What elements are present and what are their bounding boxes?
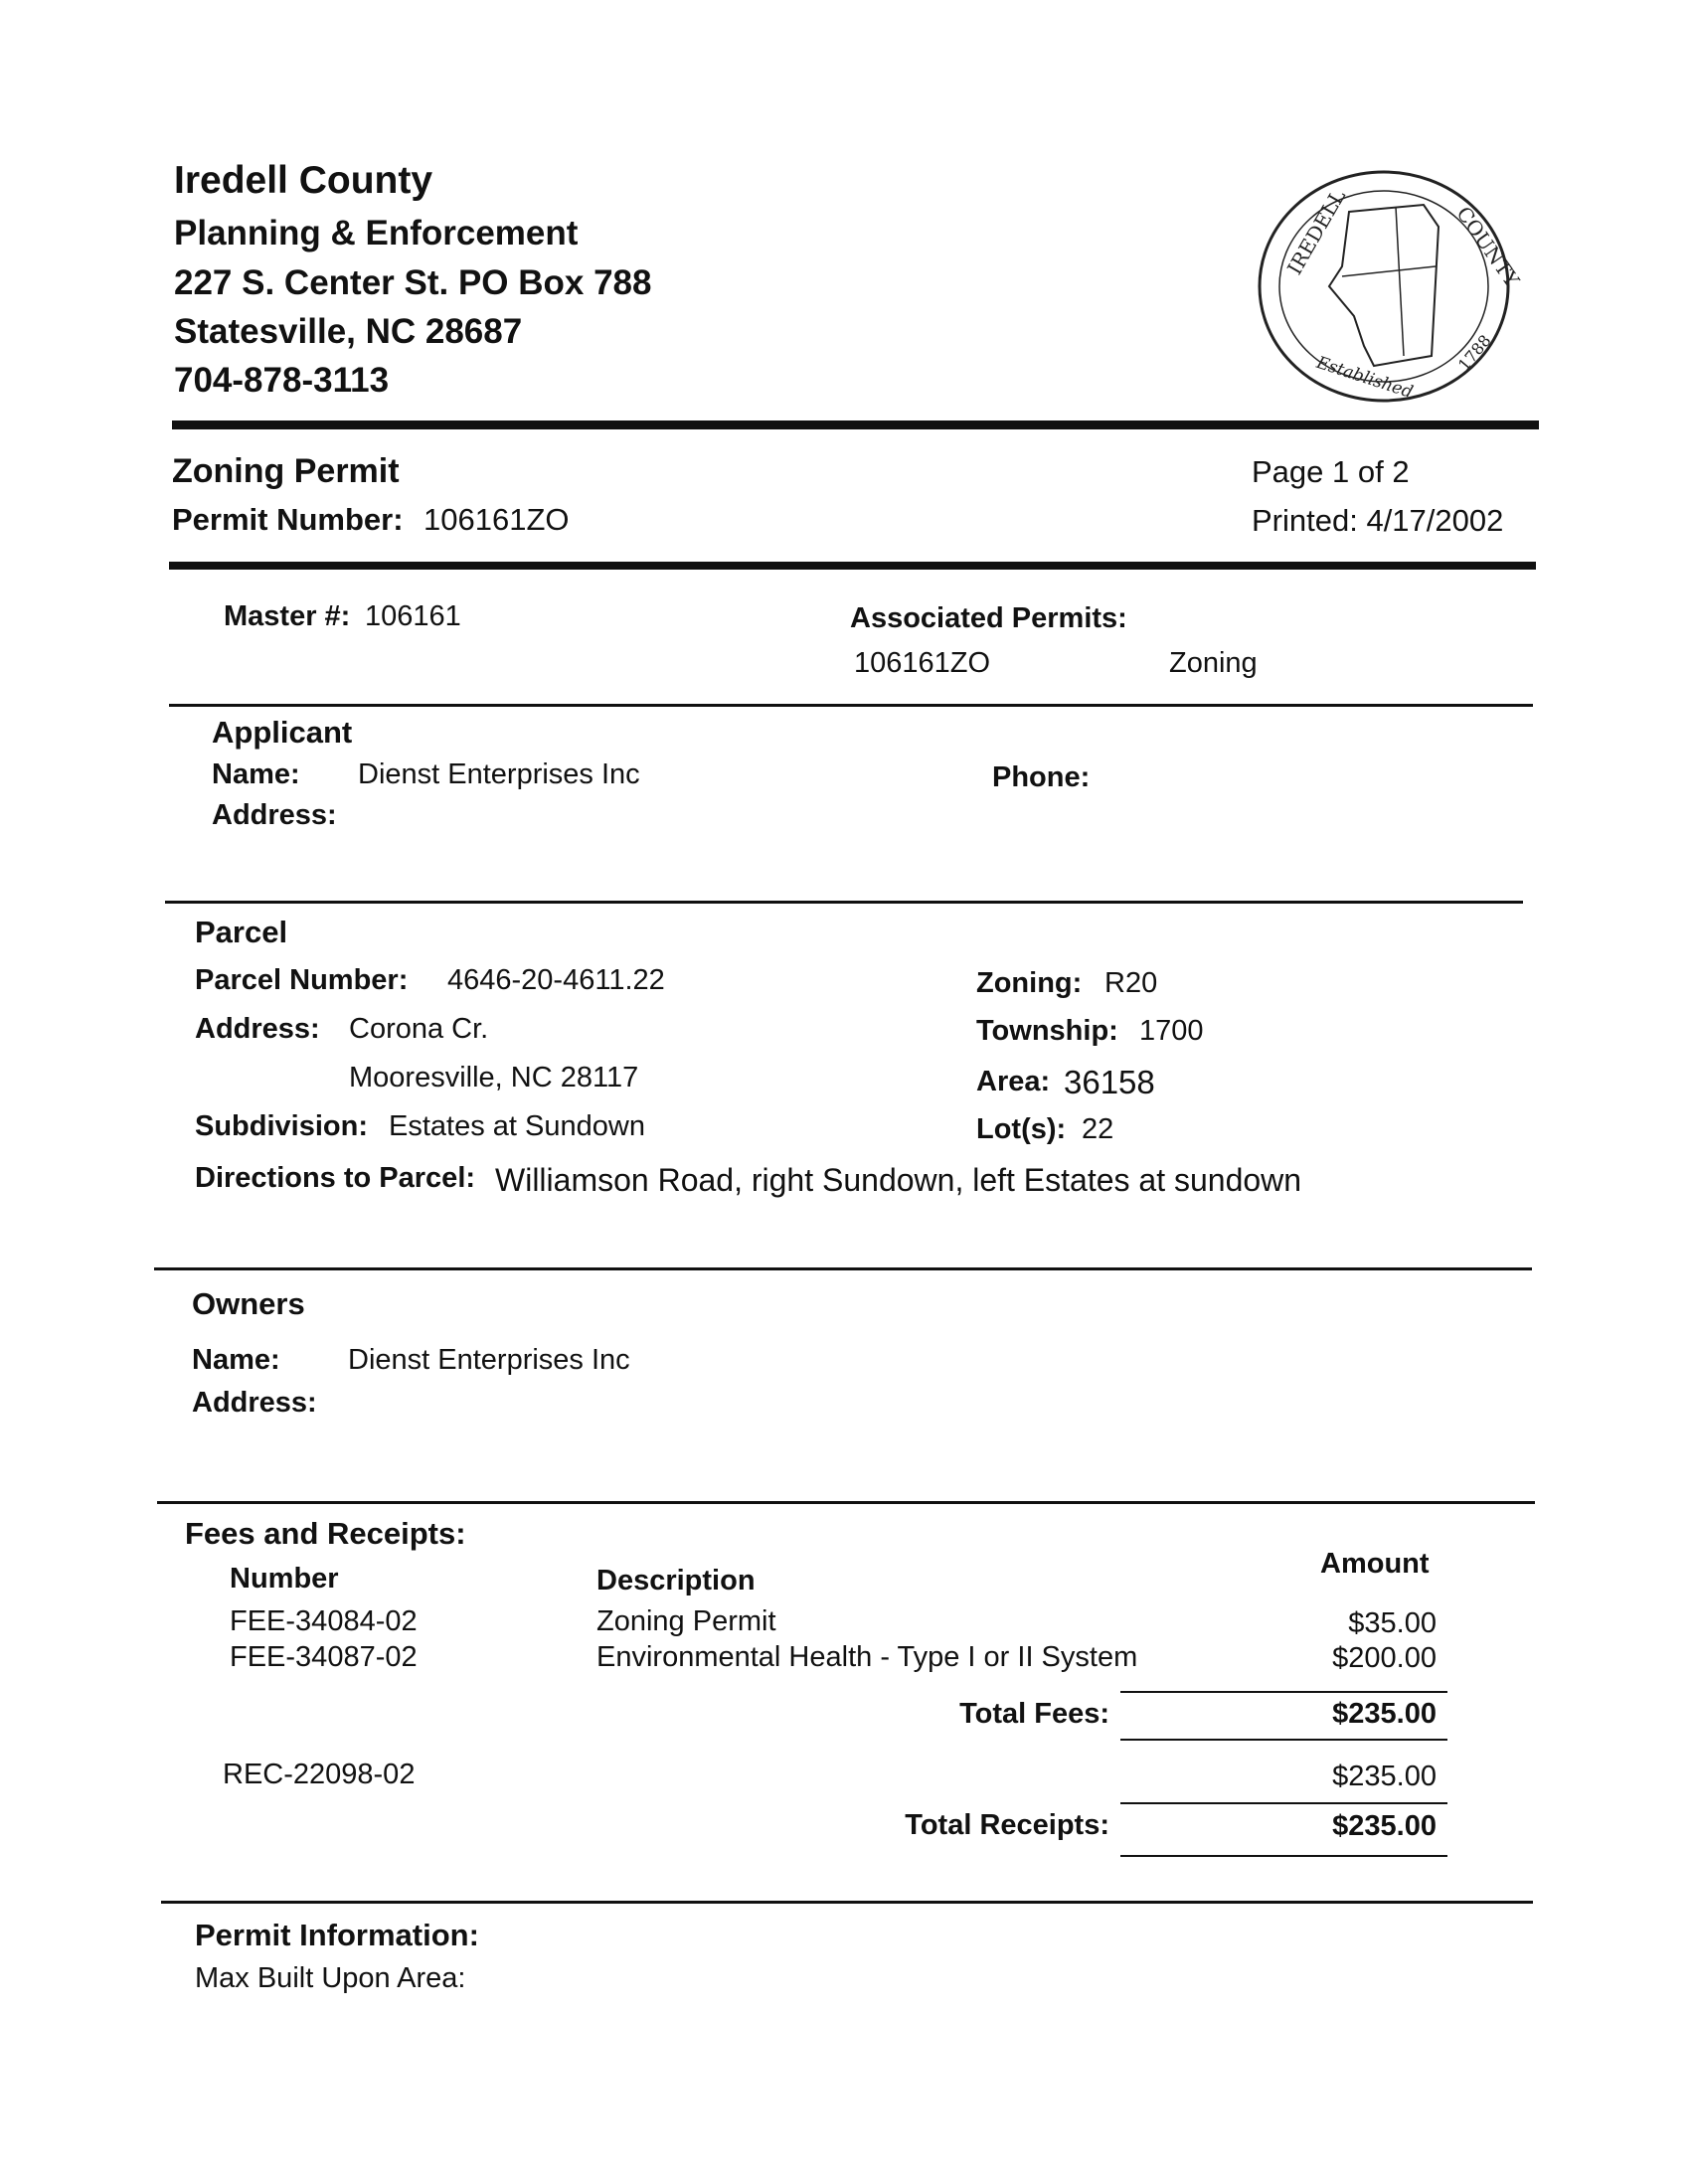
parcel-rule (154, 1267, 1532, 1270)
area-label: Area: (976, 1066, 1051, 1097)
fee-description: Environmental Health - Type I or II System (596, 1641, 1138, 1673)
max-built-upon-area-label: Max Built Upon Area: (195, 1962, 466, 1994)
master-label: Master #: (224, 600, 351, 632)
fees-col-description: Description (596, 1565, 756, 1596)
total-receipts-top-rule (1120, 1802, 1447, 1804)
permit-rule (169, 562, 1536, 570)
receipt-number: REC-22098-02 (223, 1759, 416, 1790)
fee-amount: $200.00 (1332, 1642, 1437, 1674)
fee-amount: $35.00 (1348, 1607, 1437, 1639)
receipt-amount: $235.00 (1332, 1761, 1437, 1792)
subdivision-label: Subdivision: (195, 1110, 368, 1142)
county-seal-logo (1255, 167, 1525, 406)
seal-year: 1788 (1453, 331, 1495, 375)
owner-address-label: Address: (192, 1387, 317, 1419)
total-receipts-amount: $235.00 (1332, 1810, 1437, 1842)
parcel-address-line1: Corona Cr. (349, 1013, 489, 1045)
parcel-number-label: Parcel Number: (195, 964, 409, 996)
fees-col-amount: Amount (1320, 1548, 1430, 1580)
permit-number-label: Permit Number: (172, 502, 404, 537)
directions-label: Directions to Parcel: (195, 1162, 476, 1194)
fee-description: Zoning Permit (596, 1605, 776, 1637)
associated-permit-number: 106161ZO (854, 647, 991, 679)
applicant-name: Dienst Enterprises Inc (358, 758, 640, 790)
total-fees-top-rule (1120, 1691, 1447, 1693)
associated-permits-label: Associated Permits: (850, 602, 1127, 634)
total-receipts-label: Total Receipts: (905, 1809, 1109, 1841)
owner-name: Dienst Enterprises Inc (348, 1344, 630, 1376)
directions-value: Williamson Road, right Sundown, left Estates at sundown (495, 1162, 1302, 1198)
subdivision-value: Estates at Sundown (389, 1110, 645, 1142)
master-rule (169, 704, 1533, 707)
page-indicator: Page 1 of 2 (1252, 454, 1410, 489)
seal-bottom-text: Established (1313, 352, 1416, 404)
township-value: 1700 (1139, 1015, 1204, 1047)
fee-number: FEE-34084-02 (230, 1605, 418, 1637)
permit-info-heading: Permit Information: (195, 1918, 479, 1952)
lots-value: 22 (1082, 1113, 1114, 1145)
master-number: 106161 (365, 600, 461, 632)
applicant-address-label: Address: (212, 799, 337, 831)
lots-label: Lot(s): (976, 1113, 1067, 1145)
total-fees-amount: $235.00 (1332, 1698, 1437, 1730)
parcel-heading: Parcel (195, 915, 288, 949)
total-receipts-bottom-rule (1120, 1855, 1447, 1857)
zoning-label: Zoning: (976, 967, 1083, 999)
township-label: Township: (976, 1015, 1118, 1047)
street-address: 227 S. Center St. PO Box 788 (174, 263, 652, 302)
zoning-value: R20 (1104, 967, 1158, 999)
city-address: Statesville, NC 28687 (174, 312, 523, 351)
owner-name-label: Name: (192, 1344, 280, 1376)
header-rule (172, 420, 1539, 429)
seal-top-text: IREDELL (1281, 185, 1351, 279)
applicant-phone-label: Phone: (992, 761, 1091, 793)
fee-number: FEE-34087-02 (230, 1641, 418, 1673)
applicant-heading: Applicant (212, 715, 353, 750)
applicant-name-label: Name: (212, 758, 300, 790)
total-fees-label: Total Fees: (959, 1698, 1109, 1730)
parcel-address-line2: Mooresville, NC 28117 (349, 1062, 639, 1093)
permit-number: 106161ZO (424, 502, 570, 537)
agency-phone: 704-878-3113 (174, 361, 390, 400)
parcel-address-label: Address: (195, 1013, 320, 1045)
fees-heading: Fees and Receipts: (185, 1516, 466, 1551)
department-name: Planning & Enforcement (174, 214, 579, 252)
printed-date: Printed: 4/17/2002 (1252, 503, 1504, 538)
fees-col-number: Number (230, 1563, 339, 1595)
applicant-rule (165, 901, 1523, 904)
seal-right-text: COUNTY (1451, 202, 1525, 291)
area-value: 36158 (1064, 1064, 1155, 1100)
county-name: Iredell County (174, 159, 433, 202)
owners-heading: Owners (192, 1286, 305, 1321)
owners-rule (157, 1501, 1535, 1504)
permit-title: Zoning Permit (172, 452, 400, 490)
parcel-number: 4646-20-4611.22 (447, 964, 665, 996)
associated-permit-type: Zoning (1169, 647, 1258, 679)
fees-rule (161, 1901, 1533, 1904)
total-fees-bottom-rule (1120, 1739, 1447, 1741)
